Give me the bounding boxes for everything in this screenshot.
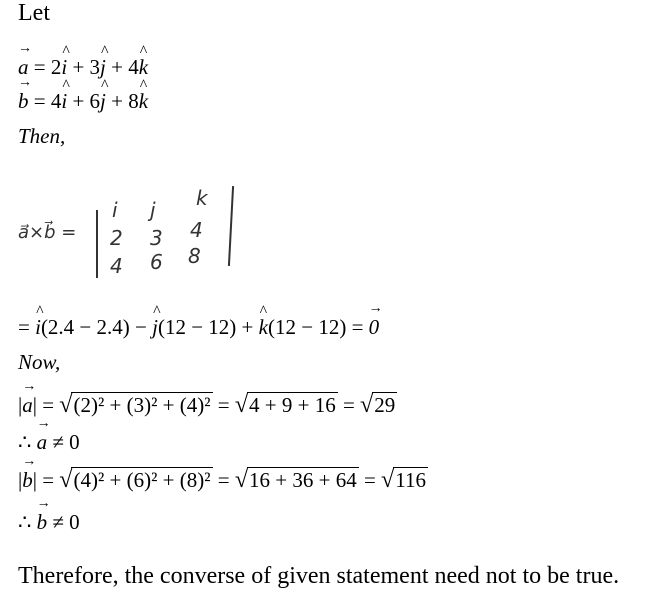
- i-hat: ^ i: [61, 55, 67, 80]
- b-symbol: → b: [37, 510, 48, 535]
- radicand-result: 29: [374, 393, 396, 417]
- sqrt-icon: √: [360, 392, 374, 418]
- k-term: (12 − 12) =: [267, 315, 369, 339]
- equals-sign: =: [42, 468, 60, 492]
- k-hat: ^ k: [259, 315, 268, 340]
- j-hat: ^ j: [152, 315, 158, 340]
- not-zero: ≠ 0: [47, 430, 80, 454]
- j-hat: ^ j: [100, 55, 106, 80]
- det-r2c2: 3: [150, 226, 163, 250]
- magnitude-b: [18, 467, 428, 494]
- zero-vector: → 0: [369, 315, 380, 340]
- det-r3c1: 4: [110, 254, 123, 278]
- determinant-lhs: a⃗×b⃗ =: [18, 222, 77, 243]
- sqrt-icon: √: [59, 392, 73, 418]
- a-symbol: → a: [37, 430, 48, 455]
- radicand: (2)² + (3)² + (4)²: [73, 393, 211, 417]
- b-coef3: + 8: [105, 89, 139, 113]
- equals-sign: =: [42, 393, 60, 417]
- radicand: (4)² + (6)² + (8)²: [73, 468, 211, 492]
- j-term: (12 − 12) +: [157, 315, 259, 339]
- a-coef2: + 3: [67, 55, 101, 79]
- det-r2c3: 4: [190, 218, 203, 242]
- j-hat: ^ j: [100, 89, 106, 114]
- b-coef2: + 6: [67, 89, 101, 113]
- a-symbol: → a: [22, 393, 33, 418]
- radicand-sum: 16 + 36 + 64: [249, 468, 357, 492]
- b-nonzero: [18, 510, 80, 535]
- vector-a-definition: [18, 55, 148, 80]
- sqrt-icon: √: [234, 392, 249, 418]
- not-zero: ≠ 0: [47, 510, 80, 534]
- abs-open: |: [18, 393, 23, 417]
- equals-sign: =: [342, 393, 361, 417]
- k-hat: ^ k: [139, 89, 148, 114]
- intro-text: Let: [18, 0, 50, 26]
- therefore-sign: ∴: [18, 430, 37, 454]
- sqrt-icon: √: [381, 467, 395, 493]
- therefore-sign: ∴: [18, 510, 37, 534]
- a-symbol: → a: [18, 55, 29, 80]
- vector-b-definition: [18, 89, 148, 114]
- det-r3c3: 8: [188, 244, 201, 268]
- sqrt-icon: √: [59, 467, 73, 493]
- now-label: Now,: [18, 350, 61, 374]
- determinant-left-bar: [96, 210, 98, 278]
- i-hat: ^ i: [61, 89, 67, 114]
- abs-close: |: [32, 468, 37, 492]
- k-hat: ^ k: [139, 55, 148, 80]
- conclusion-text: Therefore, the converse of given statement need not to be true.: [18, 563, 620, 589]
- radicand-result: 116: [395, 468, 426, 492]
- det-r1c3: k: [196, 186, 208, 210]
- equals-sign: =: [217, 393, 235, 417]
- b-symbol: → b: [18, 89, 29, 114]
- b-coef1: = 4: [28, 89, 62, 113]
- a-nonzero: [18, 430, 80, 455]
- a-coef3: + 4: [105, 55, 139, 79]
- det-r1c2: j: [150, 198, 156, 222]
- determinant-right-bar: [228, 186, 234, 266]
- det-r1c1: i: [112, 198, 118, 222]
- b-symbol: → b: [22, 468, 33, 493]
- equals-sign: =: [18, 315, 36, 339]
- equals-sign: =: [217, 468, 235, 492]
- i-hat: ^ i: [35, 315, 41, 340]
- then-label: Then,: [18, 124, 66, 148]
- sqrt-icon: √: [234, 467, 249, 493]
- magnitude-a: [18, 392, 397, 419]
- abs-open: |: [18, 468, 23, 492]
- abs-close: |: [32, 393, 37, 417]
- det-r2c1: 2: [110, 226, 123, 250]
- i-term: (2.4 − 2.4) −: [40, 315, 153, 339]
- det-r3c2: 6: [150, 250, 163, 274]
- cross-product-result: [18, 315, 379, 340]
- radicand-sum: 4 + 9 + 16: [249, 393, 336, 417]
- a-coef1: = 2: [28, 55, 62, 79]
- equals-sign: =: [363, 468, 382, 492]
